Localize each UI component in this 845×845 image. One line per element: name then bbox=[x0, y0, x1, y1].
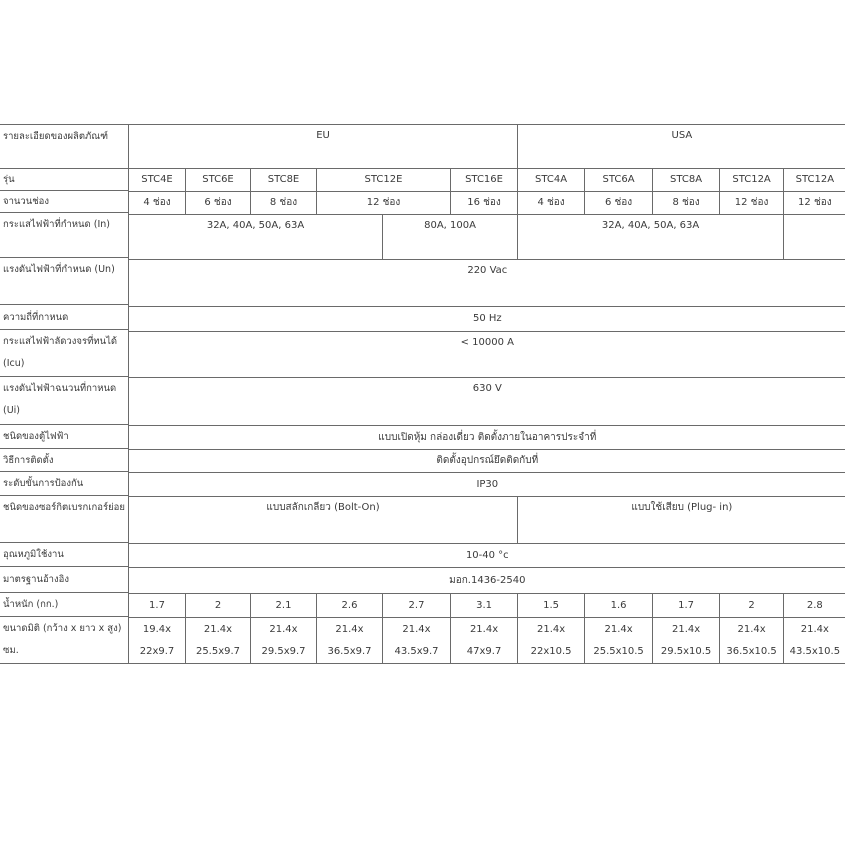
dimension-cell: 21.4x 25.5x9.7 bbox=[186, 618, 251, 664]
dimension-cell: 21.4x 43.5x10.5 bbox=[784, 618, 845, 664]
label-model: รุ่น bbox=[0, 169, 129, 191]
standard-value: มอก.1436-2540 bbox=[129, 568, 845, 594]
dimension-cell: 21.4x 29.5x10.5 bbox=[653, 618, 720, 664]
temperature-value: 10-40 °c bbox=[129, 544, 845, 568]
breaker-type-eu: แบบสลักเกลียว (Bolt-On) bbox=[129, 497, 518, 544]
label-short-circuit: กระแสไฟฟ้าลัดวงจรที่ทนได้ (Icu) bbox=[0, 330, 129, 377]
dimension-cell: 21.4x 43.5x9.7 bbox=[383, 618, 451, 664]
row-model bbox=[129, 169, 845, 192]
label-temperature: อุณหภูมิใช้งาน bbox=[0, 543, 129, 567]
weight-cell: 1.6 bbox=[585, 594, 653, 618]
protection-value: IP30 bbox=[129, 473, 845, 497]
weight-cell: 2.8 bbox=[784, 594, 845, 618]
model-cell: STC8E bbox=[251, 169, 317, 192]
dimension-cell: 21.4x 47x9.7 bbox=[451, 618, 518, 664]
model-cell: STC12A bbox=[784, 169, 845, 192]
row-breaker-type bbox=[129, 497, 845, 544]
weight-cell: 2 bbox=[720, 594, 784, 618]
dimension-cell: 21.4x 36.5x10.5 bbox=[720, 618, 784, 664]
row-standard bbox=[129, 568, 845, 594]
model-cell: STC12E bbox=[317, 169, 451, 192]
label-rated-current: กระแสไฟฟ้าที่กำหนด (In) bbox=[0, 213, 129, 258]
dimension-cell: 21.4x 22x10.5 bbox=[518, 618, 585, 664]
slots-cell: 4 ช่อง bbox=[518, 192, 585, 215]
label-weight: น้ำหนัก (กก.) bbox=[0, 593, 129, 617]
slots-cell: 6 ช่อง bbox=[585, 192, 653, 215]
row-dimensions bbox=[129, 618, 845, 664]
installation-value: ติดตั้งอุปกรณ์ยึดติดกับที่ bbox=[129, 450, 845, 473]
slots-cell: 8 ช่อง bbox=[653, 192, 720, 215]
model-cell: STC4A bbox=[518, 169, 585, 192]
row-temperature bbox=[129, 544, 845, 568]
row-slots bbox=[129, 192, 845, 215]
label-dimensions: ขนาดมิติ (กว้าง x ยาว x สูง) ซม. bbox=[0, 617, 129, 664]
breaker-type-usa: แบบใช้เสียบ (Plug- in) bbox=[518, 497, 845, 544]
slots-cell: 6 ช่อง bbox=[186, 192, 251, 215]
rated-current-usa: 32A, 40A, 50A, 63A bbox=[518, 215, 784, 260]
region-usa: USA bbox=[518, 125, 845, 169]
region-eu: EU bbox=[129, 125, 518, 169]
label-rated-voltage: แรงดันไฟฟ้าที่กำหนด (Un) bbox=[0, 258, 129, 305]
row-region bbox=[129, 125, 845, 169]
row-rated-current bbox=[129, 215, 845, 260]
label-protection: ระดับขั้นการป้องกัน bbox=[0, 472, 129, 496]
label-insulation-voltage: แรงดันไฟฟ้าฉนวนที่กาหนด (Ui) bbox=[0, 377, 129, 425]
board-type-value: แบบเปิดหุ้ม กล่องเดี่ยว ติดตั้งภายในอาคารประจำที่ bbox=[129, 426, 845, 450]
weight-cell: 1.7 bbox=[653, 594, 720, 618]
rated-voltage-value: 220 Vac bbox=[129, 260, 845, 307]
weight-cell: 2 bbox=[186, 594, 251, 618]
dimension-cell: 19.4x 22x9.7 bbox=[129, 618, 186, 664]
rated-current-eu-a: 32A, 40A, 50A, 63A bbox=[129, 215, 383, 260]
model-cell: STC6A bbox=[585, 169, 653, 192]
slots-cell: 8 ช่อง bbox=[251, 192, 317, 215]
weight-cell: 1.5 bbox=[518, 594, 585, 618]
weight-cell: 2.1 bbox=[251, 594, 317, 618]
dimension-cell: 21.4x 29.5x9.7 bbox=[251, 618, 317, 664]
rated-current-empty bbox=[784, 215, 845, 260]
model-cell: STC6E bbox=[186, 169, 251, 192]
slots-cell: 4 ช่อง bbox=[129, 192, 186, 215]
weight-cell: 1.7 bbox=[129, 594, 186, 618]
frequency-value: 50 Hz bbox=[129, 307, 845, 332]
slots-cell: 12 ช่อง bbox=[317, 192, 451, 215]
label-slots: จานวนช่อง bbox=[0, 191, 129, 213]
weight-cell: 2.6 bbox=[317, 594, 383, 618]
row-board-type bbox=[129, 426, 845, 450]
label-standard: มาตรฐานอ้างอิง bbox=[0, 567, 129, 593]
row-installation bbox=[129, 450, 845, 473]
row-short-circuit bbox=[129, 332, 845, 378]
label-installation: วิธีการติดตั้ง bbox=[0, 449, 129, 472]
row-frequency bbox=[129, 307, 845, 332]
row-insulation-voltage bbox=[129, 378, 845, 426]
row-label-column bbox=[0, 124, 129, 664]
insulation-voltage-value: 630 V bbox=[129, 378, 845, 426]
slots-cell: 16 ช่อง bbox=[451, 192, 518, 215]
model-cell: STC12A bbox=[720, 169, 784, 192]
row-rated-voltage bbox=[129, 260, 845, 307]
spec-table bbox=[128, 124, 845, 664]
row-weight bbox=[129, 594, 845, 618]
model-cell: STC8A bbox=[653, 169, 720, 192]
row-protection bbox=[129, 473, 845, 497]
dimension-cell: 21.4x 36.5x9.7 bbox=[317, 618, 383, 664]
weight-cell: 2.7 bbox=[383, 594, 451, 618]
model-cell: STC4E bbox=[129, 169, 186, 192]
label-board-type: ชนิดของตู้ไฟฟ้า bbox=[0, 425, 129, 449]
weight-cell: 3.1 bbox=[451, 594, 518, 618]
model-cell: STC16E bbox=[451, 169, 518, 192]
slots-cell: 12 ช่อง bbox=[784, 192, 845, 215]
label-product-details: รายละเอียดของผลิตภัณฑ์ bbox=[0, 125, 129, 169]
label-frequency: ความถี่ที่กาหนด bbox=[0, 305, 129, 330]
rated-current-eu-b: 80A, 100A bbox=[383, 215, 518, 260]
slots-cell: 12 ช่อง bbox=[720, 192, 784, 215]
short-circuit-value: < 10000 A bbox=[129, 332, 845, 378]
label-breaker-type: ชนิดของซอร์กิตเบรกเกอร์ย่อย bbox=[0, 496, 129, 543]
dimension-cell: 21.4x 25.5x10.5 bbox=[585, 618, 653, 664]
